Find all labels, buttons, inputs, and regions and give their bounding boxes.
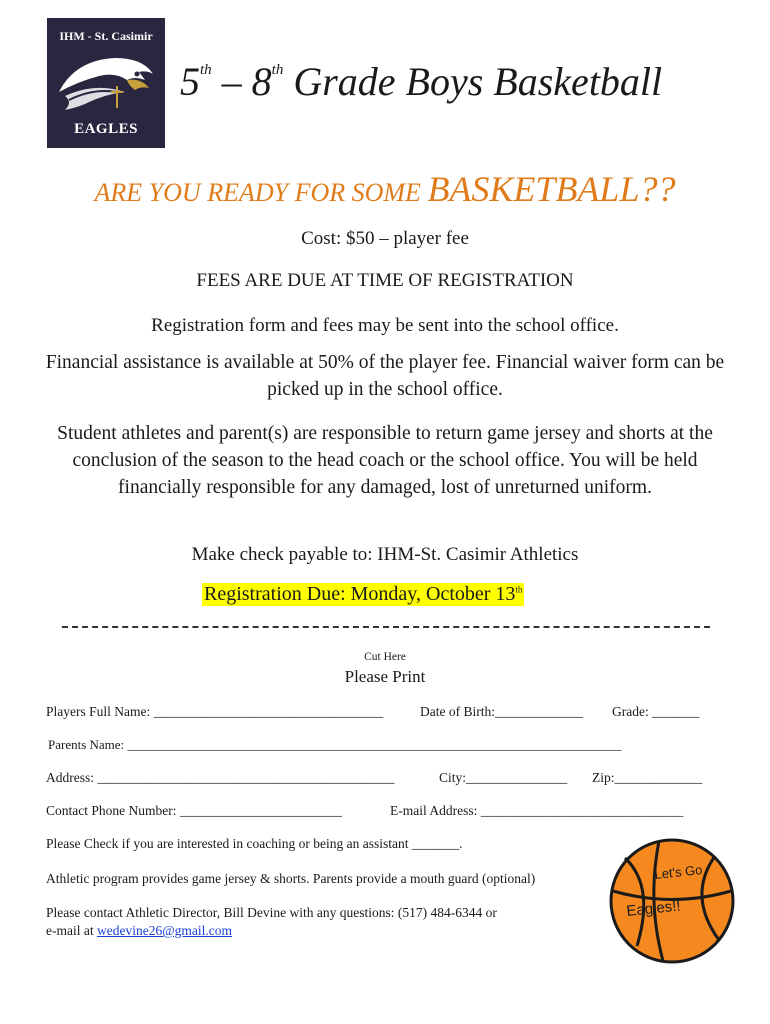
fees-due-line: FEES ARE DUE AT TIME OF REGISTRATION (196, 270, 574, 291)
financial-assistance-paragraph: Financial assistance is available at 50% of the player fee. Financial waiver form can be picked up in the school office. (45, 352, 725, 400)
logo-bottom-text: EAGLES (74, 121, 138, 137)
grade-field[interactable]: Grade: _______ (612, 704, 700, 719)
title-dash: – (211, 59, 252, 104)
email-line (46, 923, 232, 939)
coaching-interest-line[interactable]: Please Check if you are interested in coaching or being an assistant _______. (46, 836, 463, 851)
basketball-graphic (607, 836, 737, 971)
players-full-name-field[interactable]: Players Full Name: __________________________________ (46, 704, 384, 719)
title-num2: 8 (251, 59, 272, 104)
headline (0, 168, 770, 210)
email-prefix: e-mail at (46, 923, 97, 938)
date-of-birth-field[interactable]: Date of Birth:_____________ (420, 704, 583, 719)
jersey-info-line: Athletic program provides game jersey & shorts. Parents provide a mouth guard (optional) (46, 871, 536, 886)
registration-form-line: Registration form and fees may be sent into the school office. (151, 315, 619, 336)
cut-line (62, 626, 710, 632)
cost-line: Cost: $50 – player fee (301, 228, 469, 249)
logo-top-text: IHM - St. Casimir (59, 29, 153, 43)
parents-name-field[interactable]: Parents Name: ____________________________________________________________________________ (48, 737, 622, 752)
ball-text-line1: Let's Go (653, 862, 704, 882)
title-num1: 5 (180, 59, 200, 104)
contact-phone-field[interactable]: Contact Phone Number: ________________________ (46, 803, 342, 818)
cut-here-label: Cut Here (364, 651, 406, 663)
email-address-field[interactable]: E-mail Address: ______________________________ (390, 803, 684, 818)
title-rest: Grade Boys Basketball (283, 59, 663, 104)
registration-due-highlight (202, 583, 524, 606)
contact-info-line: Please contact Athletic Director, Bill Devine with any questions: (517) 484-6344 or (46, 905, 497, 920)
title-sup1: th (200, 62, 212, 78)
ball-text-line2: Eagles!! (625, 897, 682, 920)
check-payable-line: Make check payable to: IHM-St. Casimir Athletics (191, 544, 579, 565)
registration-due-sup: th (515, 584, 523, 595)
page-title (180, 58, 662, 105)
zip-field[interactable]: Zip:_____________ (592, 770, 703, 785)
title-sup2: th (271, 62, 284, 78)
eagle-icon (55, 52, 157, 114)
basketball-icon (607, 836, 737, 966)
address-field[interactable]: Address: ____________________________________________ (46, 770, 395, 785)
headline-part1: ARE YOU READY FOR SOME (94, 178, 428, 207)
email-link[interactable]: wedevine26@gmail.com (96, 923, 233, 938)
please-print-label: Please Print (344, 667, 426, 686)
city-field[interactable]: City:_______________ (439, 770, 568, 785)
school-logo (47, 18, 165, 148)
registration-due-text: Registration Due: Monday, October 13 (204, 583, 516, 605)
uniform-paragraph: Student athletes and parent(s) are responsible to return game jersey and shorts at the conclusion of the season to the head coach or the school office. You will be held financially responsible for any damaged, lost of unreturned uniform. (57, 423, 713, 498)
headline-part2: BASKETBALL?? (427, 169, 676, 209)
